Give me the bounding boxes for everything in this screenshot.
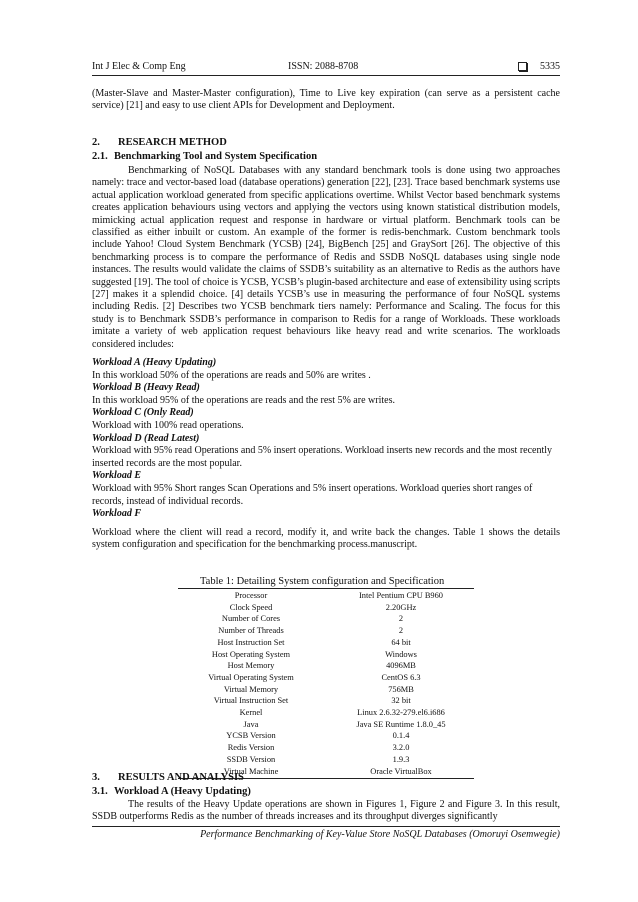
table-cell-value: 64 bit [391,637,411,647]
table-cell-key: Clock Speed [229,602,273,612]
table-row [178,637,474,648]
table-cell-key: Host Operating System [211,649,291,659]
table-cell-key: Java [243,719,259,729]
workload-title: Workload D (Read Latest) [92,432,200,444]
table-row [178,649,474,660]
page-number: 5335 [540,61,560,72]
table-cell-key: Virtual Machine [223,766,279,776]
table-cell-value: Intel Pentium CPU B960 [359,591,443,600]
table-row [178,742,474,753]
workload-list [92,357,560,521]
table-top-rule [178,588,474,589]
journal-name: Int J Elec & Comp Eng [92,61,186,72]
table-cell-value: 0.1.4 [392,731,410,741]
workload-title: Workload E [92,470,141,482]
table-cell-key: Number of Threads [218,626,284,636]
workload-desc: Workload with 95% read Operations and 5% insert operations. Workload inserts new records and the most recently inserted records are the most popular. [92,445,553,469]
running-header [92,61,560,76]
table-cell-key: Kernel [239,708,263,717]
table-cell-key: Host Memory [227,661,275,671]
table-cell-value: 2.20GHz [385,602,417,612]
results-paragraph: The results of the Heavy Update operations are shown in Figures 1, Figure 2 and Figure 3. In this result, SSDB outperforms Redis as the number of threads increases and its throughput diverges significantly [92,799,560,823]
square-bullet-icon [518,62,527,71]
table-cell-key: Redis Version [227,743,275,753]
table-row [178,625,474,636]
table-row [178,672,474,683]
table-cell-key: SSDB Version [226,754,276,764]
table-cell-key: Number of Cores [221,614,281,624]
table-row [178,695,474,706]
workload-desc: Workload with 95% Short ranges Scan Operations and 5% insert operations. Workload queries short ranges of records, instead of individual records. [92,482,533,507]
table-cell-value: 3.2.0 [392,743,410,753]
table-cell-key: Virtual Memory [223,684,279,694]
workload-title: Workload F [92,508,141,520]
table-cell-key: YCSB Version [226,731,276,741]
section-2-1-heading: 2.1. Benchmarking Tool and System Specification [92,151,318,162]
table-caption: Table 1: Detailing System configuration and Specification [200,576,445,587]
table-cell-key: Host Instruction Set [217,637,285,647]
workload-title: Workload A (Heavy Updating) [92,357,217,368]
table-row [178,719,474,730]
section-3-heading: 3. RESULTS AND ANALYSIS [92,772,244,783]
table-cell-value: 1.9.3 [392,754,410,764]
table-cell-value: 2 [398,614,404,624]
table-cell-value: Linux 2.6.32-279.el6.i686 [357,708,445,717]
table-row [178,754,474,765]
table-row [178,730,474,741]
table-row [178,707,474,718]
workload-desc: In this workload 50% of the operations are reads and 50% are writes . [92,369,371,381]
workload-f-paragraph: Workload where the client will read a record, modify it, and write back the changes. Table 1 shows the details system configuration and specification for the benchmarking process.manuscript. [92,527,560,551]
issn: ISSN: 2088-8708 [288,61,359,72]
table-cell-value: 2 [398,626,404,636]
table-cell-value: 756MB [388,684,414,694]
workload-title: Workload C (Only Read) [92,407,194,419]
table-cell-key: Processor [234,591,268,600]
table-cell-value: Oracle VirtualBox [370,766,432,776]
section-2-heading: 2. RESEARCH METHOD [92,137,227,148]
table-cell-key: Virtual Instruction Set [213,696,289,706]
section-3-1-heading: 3.1. Workload A (Heavy Updating) [92,786,251,797]
table-row [178,660,474,671]
table-row [178,590,474,601]
workload-desc: Workload with 100% read operations. [92,419,244,431]
intro-continuation: (Master-Slave and Master-Master configuration), Time to Live key expiration (can serve as a persistent cache service) [21] and easy to use client APIs for Development and Deployment. [92,88,560,112]
table-cell-value: 4096MB [386,661,416,671]
table-cell-value: Java SE Runtime 1.8.0_45 [356,719,446,729]
table-cell-key: Virtual Operating System [208,672,294,682]
table-row [178,684,474,695]
table-cell-value: Windows [385,649,417,659]
table-row [178,613,474,624]
table-cell-value: 32 bit [391,696,411,706]
running-footer: Performance Benchmarking of Key-Value Store NoSQL Databases (Omoruyi Osemwegie) [92,826,560,840]
method-paragraph: Benchmarking of NoSQL Databases with any standard benchmark tools is done using two approaches namely: trace and vector-based load (database operations) generation [22], [23]. Trace based benchmark systems use actual application workload generated from specific applications overtime. Whilst Vector based benchmark systems creates application behaviours using vectors and applying the vectors using known statistical distribution models, mimicking actual application request and response in hardware or virtual platform. Benchmark tools can be classified as either inbuilt or custom. An example of the former is redis-benchmark. Custom benchmark tools include Yahoo! Cloud System Benchmark (YCSB) [24], BigBench [25] and GraySort [26]. The objective of this benchmarking process is to compare the performance of Redis and SSDB NoSQL databases using single node instances. The results would validate the claims of SSDB’s suitability as an alternative to Redis as the authors have suggested [19]. The tool of choice is YCSB, YCSB’s plugin-based architecture and ease of extensibility using scripts [27] makes it a splendid choice. [4] details YCSB’s use in measuring the performance of four NoSQL systems including Redis. [2] Describes two YCSB benchmark tiers namely: Performance and Scaling. The focus for this study is to Benchmark SSDB’s performance in comparison to Redis for a range of Workloads. These workloads imitate a variety of web application request behaviours like heavy read and write scenarios. The workloads considered includes: [92,165,560,350]
workload-desc: In this workload 95% of the operations are reads and the rest 5% are writes. [92,394,395,406]
table-cell-value: CentOS 6.3 [381,672,421,682]
table-row [178,602,474,613]
workload-title: Workload B (Heavy Read) [92,382,200,394]
